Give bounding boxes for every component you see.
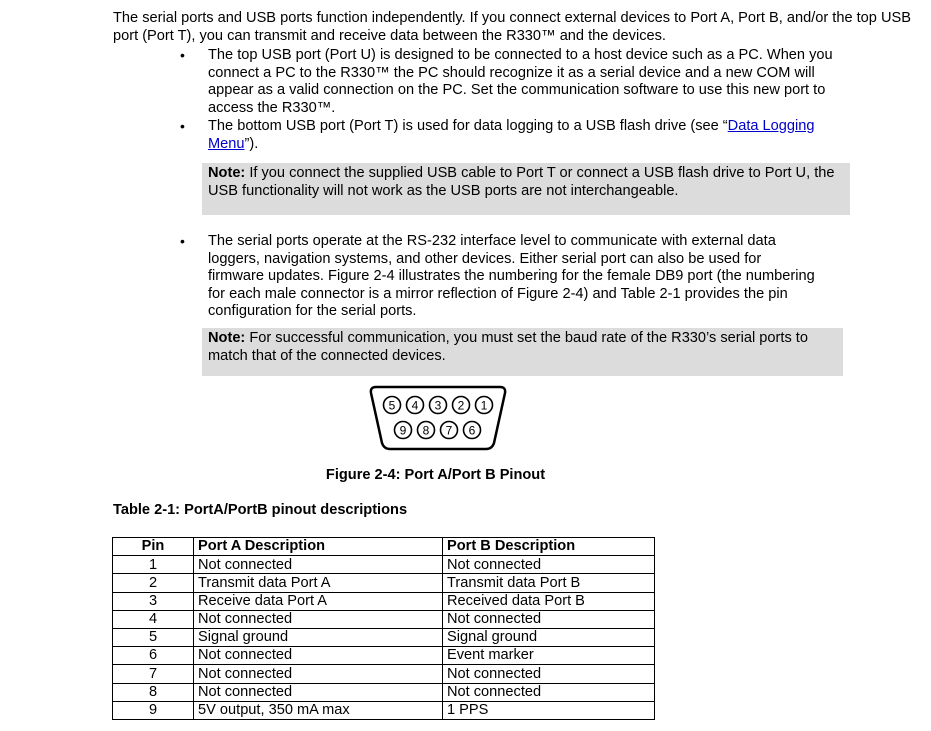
table-header-row (113, 538, 655, 556)
cell-pin: 2 (113, 574, 194, 592)
pin-7 (441, 422, 458, 439)
cell-port-a: Transmit data Port A (194, 574, 443, 592)
cell-port-a: Not connected (194, 683, 443, 701)
data-logging-menu-link[interactable]: Data Logging Menu (208, 118, 815, 152)
pinout-table (112, 537, 655, 720)
pin-8 (418, 422, 435, 439)
bullet-marker: • (180, 47, 185, 63)
pin-label: 8 (422, 423, 430, 438)
pin-label: 5 (388, 398, 396, 413)
cell-port-a: Not connected (194, 665, 443, 683)
db9-connector-diagram (368, 383, 508, 453)
note-label: Note: (208, 165, 246, 181)
cell-port-b: Not connected (443, 610, 655, 628)
cell-pin: 1 (113, 556, 194, 574)
table-row (113, 647, 655, 665)
cell-pin: 5 (113, 628, 194, 646)
cell-port-a: 5V output, 350 mA max (194, 701, 443, 719)
table-caption: Table 2-1: PortA/PortB pinout descriptions (113, 502, 408, 518)
cell-port-a: Signal ground (194, 628, 443, 646)
table-body (113, 556, 655, 720)
cell-port-a: Not connected (194, 647, 443, 665)
pin-label: 4 (411, 398, 419, 413)
header-pin: Pin (113, 538, 194, 556)
note-text: For successful communication, you must set the baud rate of the R330’s serial ports to match that of the connected devices. (208, 330, 808, 364)
pin-6 (464, 422, 481, 439)
table-row (113, 628, 655, 646)
cell-pin: 9 (113, 701, 194, 719)
cell-port-a: Not connected (194, 610, 443, 628)
figure-caption-wrap (0, 467, 931, 485)
cell-port-b: Signal ground (443, 628, 655, 646)
bullet-text-pre: The bottom USB port (Port T) is used for data logging to a USB flash drive (see “ (208, 118, 728, 134)
table-row (113, 556, 655, 574)
table-row (113, 592, 655, 610)
pin-4 (407, 397, 424, 414)
table-row (113, 683, 655, 701)
pin-label: 2 (457, 398, 465, 413)
header-port-a: Port A Description (194, 538, 443, 556)
note-usb (202, 163, 850, 215)
pin-5 (384, 397, 401, 414)
bullet-marker: • (180, 233, 185, 249)
figure-caption: Figure 2-4: Port A/Port B Pinout (325, 467, 546, 483)
pin-2 (453, 397, 470, 414)
table-row (113, 701, 655, 719)
table-row (113, 574, 655, 592)
cell-pin: 4 (113, 610, 194, 628)
cell-pin: 3 (113, 592, 194, 610)
cell-port-b: Not connected (443, 683, 655, 701)
cell-port-b: Not connected (443, 665, 655, 683)
cell-port-a: Not connected (194, 556, 443, 574)
pin-label: 3 (434, 398, 442, 413)
pin-3 (430, 397, 447, 414)
cell-port-a: Receive data Port A (194, 592, 443, 610)
bullet-usb-port-u: The top USB port (Port U) is designed to be connected to a host device such as a PC. When you connect a PC to the R330™ the PC should recognize it as a serial device and a new COM will appear as a valid connection on the PC. Set the communication software to use this new port to access the R330™. (208, 47, 833, 116)
header-port-b: Port B Description (443, 538, 655, 556)
pin-label: 6 (468, 423, 476, 438)
intro-paragraph: The serial ports and USB ports function independently. If you connect external devices to Port A, Port B, and/or the top USB port (Port T), you can transmit and receive data between the R330™ and the devices. (113, 10, 911, 44)
cell-port-b: Transmit data Port B (443, 574, 655, 592)
cell-pin: 7 (113, 665, 194, 683)
pin-label: 1 (480, 398, 488, 413)
pin-label: 9 (399, 423, 407, 438)
bullet-marker: • (180, 118, 185, 134)
bullet-serial-ports: The serial ports operate at the RS-232 interface level to communicate with external data loggers, navigation systems, and other devices. Either serial port can also be used for firmware updates. Figure 2-4 illustrates the numbering for the female DB9 port (the numbering for each male connector is a mirror reflection of Figure 2-4) and Table 2-1 provides the pin configuration for the serial ports. (208, 233, 815, 320)
table-row (113, 610, 655, 628)
note-label: Note: (208, 330, 246, 346)
note-baud-rate (202, 328, 843, 376)
pin-9 (395, 422, 412, 439)
bullet-text-post: ”). (244, 135, 259, 152)
cell-pin: 6 (113, 647, 194, 665)
pin-label: 7 (445, 423, 453, 438)
cell-port-b: Event marker (443, 647, 655, 665)
table-row (113, 665, 655, 683)
cell-port-b: Received data Port B (443, 592, 655, 610)
bullet-usb-port-t (208, 118, 848, 153)
pin-1 (476, 397, 493, 414)
note-text: If you connect the supplied USB cable to Port T or connect a USB flash drive to Port U, the USB functionality will not work as the USB ports are not interchangeable. (208, 165, 835, 199)
cell-pin: 8 (113, 683, 194, 701)
cell-port-b: Not connected (443, 556, 655, 574)
cell-port-b: 1 PPS (443, 701, 655, 719)
